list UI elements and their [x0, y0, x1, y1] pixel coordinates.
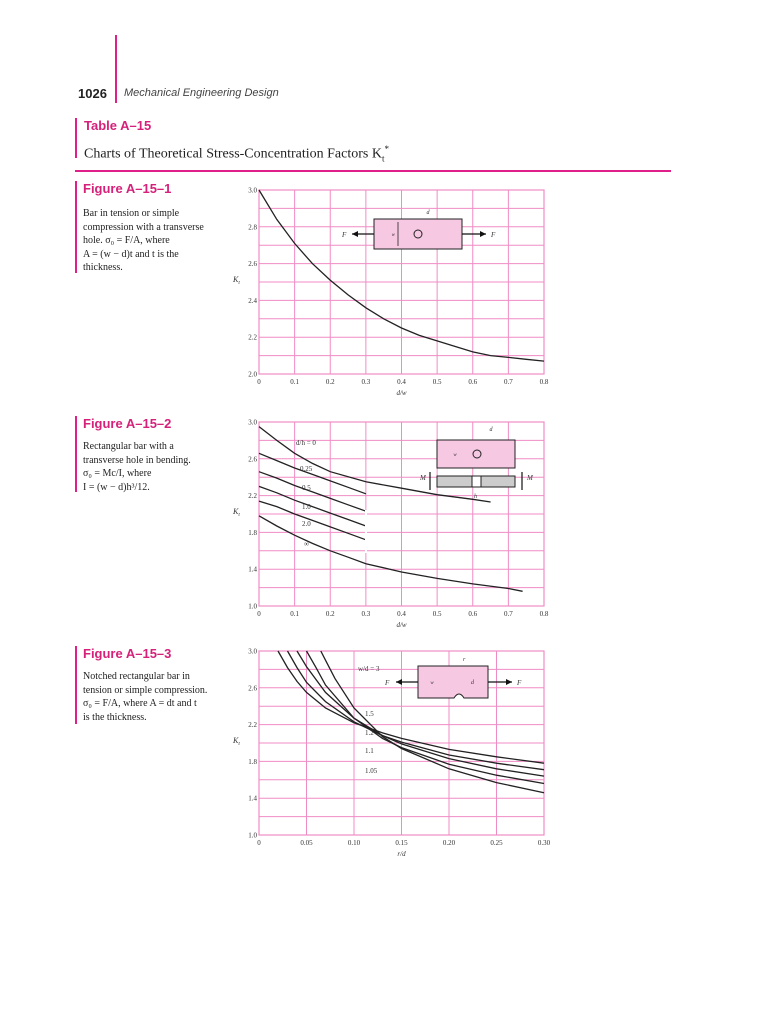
y-tick-label: 2.6	[248, 455, 257, 464]
figure-1-desc-line: thickness.	[83, 262, 123, 273]
x-tick-label: 0.3	[361, 610, 371, 618]
diagram-3-right-arrow-head	[506, 679, 512, 685]
figure-1-desc-line: Bar in tension or simple	[83, 208, 180, 219]
y-axis-label: $K_t$	[233, 507, 240, 518]
diagram-3-right-force-label: F	[517, 679, 522, 687]
y-tick-label: 1.4	[248, 565, 257, 574]
x-tick-label: 0.15	[395, 839, 408, 847]
figure-3-desc-line: tension or simple compression.	[83, 684, 208, 696]
figure-2-desc-line: Rectangular bar with a	[83, 441, 174, 452]
diagram-1-hole-label: d	[426, 210, 430, 216]
diagram-1-left-force-label: F	[342, 231, 347, 239]
series-label: 1.2	[365, 729, 374, 737]
x-tick-label: 0.2	[325, 610, 335, 618]
y-tick-label: 3.0	[248, 186, 257, 195]
y-tick-label: 1.8	[248, 757, 257, 766]
x-tick-label: 0.8	[539, 610, 549, 618]
diagram-3-bar	[418, 666, 488, 698]
y-tick-label: 2.8	[248, 223, 257, 232]
figure-1-desc-line: compression with a transverse	[83, 221, 204, 233]
y-tick-label: 2.2	[248, 333, 257, 342]
x-tick-label: 0.7	[504, 378, 513, 386]
chart-3-group	[259, 651, 544, 835]
table-caption-text: Charts of Theoretical Stress-Concentration Factors K	[84, 146, 382, 162]
figure-2-desc-line: transverse hole in bending.	[83, 454, 191, 466]
x-tick-label: 0.20	[442, 839, 456, 847]
x-tick-label: 0.4	[397, 610, 406, 618]
diagram-3-depth-label: d	[471, 680, 474, 686]
x-tick-label: 0.2	[325, 378, 335, 386]
series-label: 0.5	[302, 484, 311, 492]
y-axis-label: $K_t$	[233, 736, 240, 747]
diagram-1-width-label: w	[391, 233, 395, 238]
x-tick-label: 0.1	[290, 378, 299, 386]
diagram-3-left-arrow-head	[396, 679, 402, 685]
table-label: Table A–15	[84, 118, 152, 133]
diagram-1-right-arrow-head	[480, 231, 486, 237]
diagram-2-bar	[437, 440, 515, 468]
x-axis-label: d/w	[396, 389, 407, 397]
x-tick-label: 0.7	[504, 610, 513, 618]
y-tick-label: 1.0	[248, 602, 257, 611]
diagram-1-bar	[374, 219, 462, 249]
x-tick-label: 0.8	[539, 378, 549, 386]
y-tick-label: 2.6	[248, 684, 257, 693]
x-tick-label: 0.10	[347, 839, 361, 847]
chart-1-group	[259, 190, 544, 374]
x-tick-label: 0.25	[490, 839, 503, 847]
x-tick-label: 0	[257, 610, 261, 618]
diagram-2-right-moment-label: M	[527, 474, 533, 482]
x-tick-label: 0.4	[397, 378, 406, 386]
series-label: d/h = 0	[296, 439, 316, 447]
series-curve	[259, 516, 523, 592]
y-axis-label-subscript: t	[238, 512, 240, 518]
y-tick-label: 1.0	[248, 831, 257, 840]
y-axis-label-subscript: t	[238, 280, 240, 286]
y-tick-label: 2.2	[248, 492, 257, 501]
diagram-1-right-force-label: F	[491, 231, 496, 239]
x-tick-label: 0.5	[432, 378, 442, 386]
series-label: w/d = 3	[358, 665, 380, 673]
figure-1-label: Figure A–15–1	[83, 181, 172, 196]
diagram-3-radius-label: r	[463, 657, 466, 663]
y-tick-label: 1.8	[248, 528, 257, 537]
table-caption-superscript: *	[384, 144, 389, 154]
x-axis-label: r/d	[397, 850, 406, 858]
diagram-2-left-moment-label: M	[420, 474, 426, 482]
table-caption-subscript: t	[381, 153, 385, 164]
x-tick-label: 0.5	[432, 610, 442, 618]
x-tick-label: 0.6	[468, 378, 478, 386]
y-axis-label-subscript: t	[238, 741, 240, 747]
running-title: Mechanical Engineering Design	[124, 87, 279, 99]
y-tick-label: 2.2	[248, 721, 257, 730]
series-label: 1.0	[302, 503, 311, 511]
figure-2-desc-line: σ₀ = Mc/I, where	[83, 468, 152, 479]
series-label: 1.5	[365, 710, 374, 718]
figure-1-desc-line: hole. σ₀ = F/A, where	[83, 235, 170, 246]
series-label: 1.05	[365, 767, 378, 775]
y-tick-label: 2.6	[248, 260, 257, 269]
x-tick-label: 0.1	[290, 610, 299, 618]
x-tick-label: 0	[257, 839, 261, 847]
x-tick-label: 0.30	[537, 839, 551, 847]
figure-2-desc-line: I = (w − d)h³/12.	[83, 481, 150, 493]
x-axis-label: d/w	[396, 621, 407, 629]
figure-3-desc-line: σ₀ = F/A, where A = dt and t	[83, 698, 197, 709]
diagram-3-width-label: w	[430, 681, 434, 686]
series-label: 1.1	[365, 747, 374, 755]
figure-2-label: Figure A–15–2	[83, 416, 172, 431]
diagram-2-height-label: h	[474, 494, 477, 500]
page-number: 1026	[78, 86, 107, 101]
y-tick-label: 3.0	[248, 418, 257, 427]
series-label: 2.0	[302, 520, 311, 528]
y-axis-label: $K_t$	[233, 275, 240, 286]
diagram-2-hole-label: d	[489, 427, 493, 433]
x-tick-label: 0.05	[300, 839, 313, 847]
diagram-1-left-arrow-head	[352, 231, 358, 237]
diagram-2-side-hole	[472, 476, 481, 487]
x-tick-label: 0.6	[468, 610, 478, 618]
figure-3-desc-line: is the thickness.	[83, 711, 147, 723]
x-tick-label: 0.3	[361, 378, 371, 386]
y-tick-label: 1.4	[248, 794, 257, 803]
figure-1-desc-line: A = (w − d)t and t is the	[83, 248, 179, 260]
x-tick-label: 0	[257, 378, 261, 386]
y-tick-label: 2.4	[248, 296, 257, 305]
figure-3-desc-line: Notched rectangular bar in	[83, 671, 190, 682]
series-curve	[259, 453, 366, 494]
diagram-3-left-force-label: F	[385, 679, 390, 687]
figure-3-label: Figure A–15–3	[83, 646, 172, 661]
y-tick-label: 2.0	[248, 370, 257, 379]
y-tick-label: 3.0	[248, 647, 257, 656]
series-label: ∞	[304, 540, 309, 548]
diagram-2-width-label: w	[453, 453, 457, 458]
series-label: 0.25	[300, 465, 313, 473]
